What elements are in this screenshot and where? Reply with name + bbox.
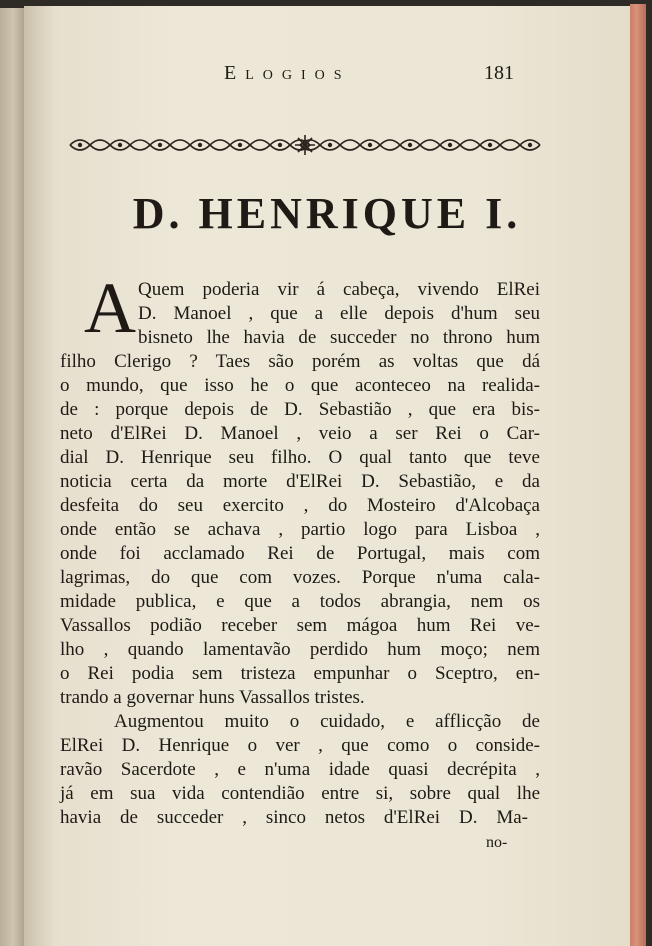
text-line: já em sua vida contendião entre si, sobre qual lhe — [60, 783, 540, 804]
text-line: D. Manoel , que a elle depois d'hum seu — [138, 303, 540, 324]
text-line: trando a governar huns Vassallos tristes. — [60, 687, 365, 708]
page-header — [24, 62, 630, 92]
drop-cap: A — [84, 268, 136, 348]
page-number: 181 — [484, 62, 514, 84]
page-edge-red — [630, 4, 646, 946]
text-line: havia de succeder , sinco netos d'ElRei D. Ma- — [60, 807, 528, 828]
text-line: filho Clerigo ? Taes são porém as voltas que dá — [60, 351, 540, 372]
chapter-title: D. HENRIQUE I. — [132, 189, 522, 238]
text-line: o Rei podia sem tristeza empunhar o Sceptro, en- — [60, 663, 540, 684]
catchword: no- — [486, 834, 508, 851]
text-line: bisneto lhe havia de succeder no throno hum — [138, 327, 540, 348]
decorative-ornament-band — [66, 134, 544, 156]
running-title: Elogios — [224, 62, 351, 84]
text-line: de : porque depois de D. Sebastião , que era bis- — [60, 399, 540, 420]
previous-page-edge — [0, 8, 27, 946]
text-line: neto d'ElRei D. Manoel , veio a ser Rei o Car- — [60, 423, 540, 444]
text-line: Augmentou muito o cuidado, e afflicção de — [114, 711, 540, 732]
page — [24, 6, 630, 946]
text-line: midade publica, e que a todos abrangia, nem os — [60, 591, 540, 612]
text-line: desfeita do seu exercito , do Mosteiro d'Alcobaça — [60, 495, 540, 516]
text-line: Vassallos podião receber sem mágoa hum Rei ve- — [60, 615, 540, 636]
text-line: o mundo, que isso he o que aconteceo na realida- — [60, 375, 540, 396]
text-line: lagrimas, do que com vozes. Porque n'uma cala- — [60, 567, 540, 588]
text-line: Quem poderia vir á cabeça, vivendo ElRei — [138, 279, 540, 300]
text-line: ElRei D. Henrique o ver , que como o conside- — [60, 735, 540, 756]
text-line: ravão Sacerdote , e n'uma idade quasi decrépita , — [60, 759, 540, 780]
text-line: onde foi acclamado Rei de Portugal, mais com — [60, 543, 540, 564]
text-line: lho , quando lamentavão perdido hum moço; nem — [60, 639, 540, 660]
text-line: onde então se achava , partio logo para Lisboa , — [60, 519, 540, 540]
text-line: dial D. Henrique seu filho. O qual tanto que teve — [60, 447, 540, 468]
text-line: noticia certa da morte d'ElRei D. Sebastião, e da — [60, 471, 540, 492]
